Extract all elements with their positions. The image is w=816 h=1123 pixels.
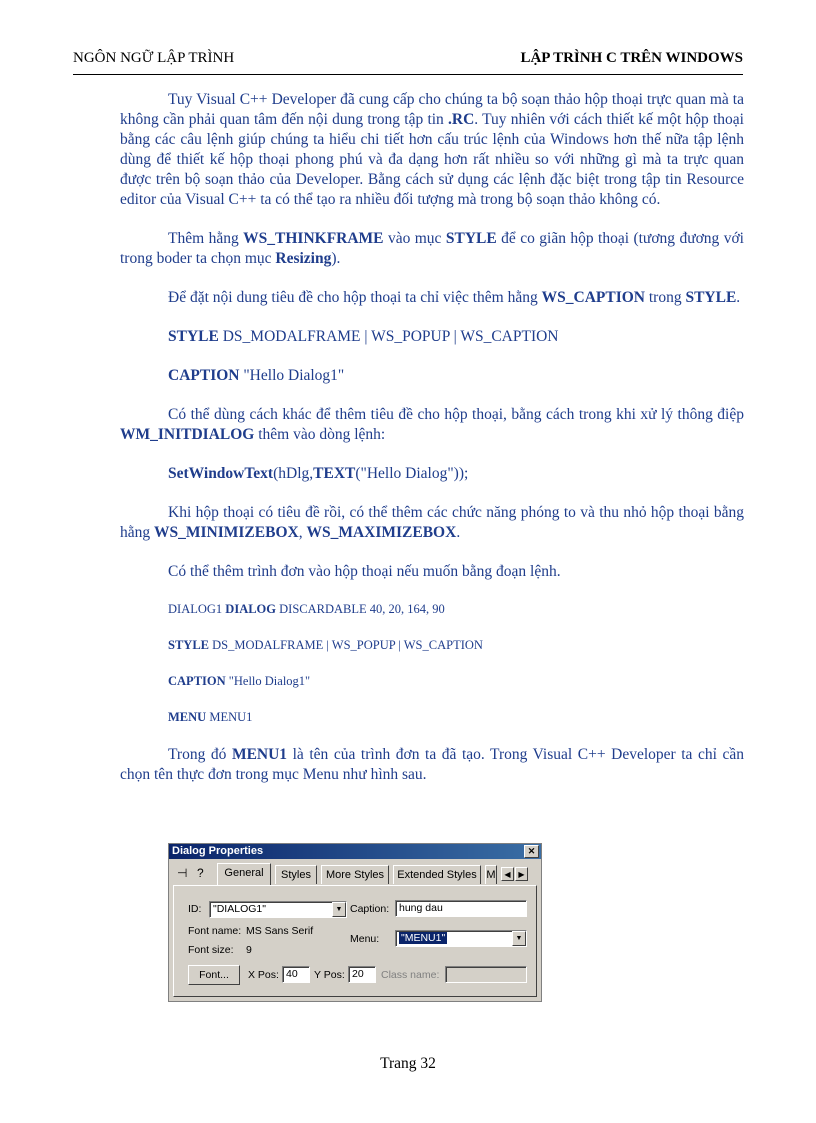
class-name-label: Class name: xyxy=(381,969,440,981)
tab-scroll-left-icon[interactable]: ◀ xyxy=(501,867,514,881)
code-style-line-small: STYLE DS_MODALFRAME | WS_POPUP | WS_CAPTION xyxy=(168,638,483,652)
chevron-down-icon[interactable]: ▼ xyxy=(332,902,346,917)
paragraph-initdialog: Có thể dùng cách khác để thêm tiêu đề cho hộp thoại, bằng cách trong khi xử lý thông điệp WM_INITDIALOG thêm vào dòng lệnh: xyxy=(120,406,744,443)
general-panel xyxy=(173,885,537,997)
font-name-label: Font name: xyxy=(188,925,242,937)
x-pos-input[interactable]: 40 xyxy=(282,966,310,983)
paragraph-thinkframe: Thêm hằng WS_THINKFRAME vào mục STYLE để co giãn hộp thoại (tương đương với trong boder ta chọn mục Resizing). xyxy=(120,230,744,267)
help-icon[interactable]: ? xyxy=(197,866,204,880)
id-value: "DIALOG1" xyxy=(213,903,266,915)
code-style-line: STYLE DS_MODALFRAME | WS_POPUP | WS_CAPTION xyxy=(168,328,559,345)
font-size-value: 9 xyxy=(246,944,252,956)
tab-styles[interactable]: Styles xyxy=(275,865,317,884)
font-button[interactable]: Font... xyxy=(188,965,240,985)
tab-more[interactable]: M xyxy=(485,865,497,884)
caption-input[interactable]: hung dau xyxy=(395,900,527,917)
class-name-input[interactable] xyxy=(445,966,527,983)
id-label: ID: xyxy=(188,903,202,915)
header-divider xyxy=(73,74,743,75)
dialog-title-bar xyxy=(169,844,541,859)
chevron-down-icon[interactable]: ▼ xyxy=(512,931,526,946)
dialog-properties-window xyxy=(168,843,542,1002)
code-caption-line-small: CAPTION "Hello Dialog1" xyxy=(168,674,311,688)
tab-extended-styles[interactable]: Extended Styles xyxy=(393,865,481,884)
pin-icon[interactable]: ⊣ xyxy=(177,866,188,880)
x-pos-label: X Pos: xyxy=(248,969,279,981)
y-pos-label: Y Pos: xyxy=(314,969,345,981)
body-content xyxy=(120,90,744,804)
font-size-label: Font size: xyxy=(188,944,234,956)
header-left: NGÔN NGỮ LẬP TRÌNH xyxy=(73,50,235,66)
paragraph-menu: Có thể thêm trình đơn vào hộp thoại nếu muốn bằng đoạn lệnh. xyxy=(168,563,561,580)
paragraph-minmax: Khi hộp thoại có tiêu đề rồi, có thể thêm các chức năng phóng to và thu nhỏ hộp thoại bằng hằng WS_MINIMIZEBOX, WS_MAXIMIZEBOX. xyxy=(120,504,744,541)
font-name-value: MS Sans Serif xyxy=(246,925,314,937)
paragraph-menu1: Trong đó MENU1 là tên của trình đơn ta đã tạo. Trong Visual C++ Developer ta chỉ cần chọn tên thực đơn trong mục Menu như hình sau. xyxy=(120,746,744,783)
tab-scroll-right-icon[interactable]: ▶ xyxy=(515,867,528,881)
caption-label: Caption: xyxy=(350,903,390,915)
close-icon[interactable]: ✕ xyxy=(524,845,539,858)
menu-combo[interactable] xyxy=(395,930,527,947)
dialog-title: Dialog Properties xyxy=(172,845,264,857)
menu-label: Menu: xyxy=(350,933,380,945)
header-right: LẬP TRÌNH C TRÊN WINDOWS xyxy=(520,50,743,66)
paragraph-intro: Tuy Visual C++ Developer đã cung cấp cho chúng ta bộ soạn thảo hộp thoại trực quan mà ta không cần phải quan tâm đến nội dung trong tập tin .RC. Tuy nhiên với cách thiết kế một hộp thoại bằng các câu lệnh giúp chúng ta hiểu chi tiết hơn cấu trúc lệnh của Windows hơn thế nữa tập lệnh dùng để thiết kế hộp thoại phong phú và đa dạng hơn rất nhiều so với những gì mà ta trực quan được trên bộ soạn thảo của Developer. Bằng cách sử dụng các lệnh đặc biệt trong tập tin Resource editor của Visual C++ ta có thể tạo ra nhiều đối tượng mà trong bộ soạn thảo không có. xyxy=(120,91,744,208)
y-pos-input[interactable]: 20 xyxy=(348,966,376,983)
id-combo[interactable] xyxy=(209,901,347,918)
menu-value: "MENU1" xyxy=(401,932,446,944)
page-number: Trang 32 xyxy=(380,1055,436,1072)
tab-more-styles[interactable]: More Styles xyxy=(321,865,389,884)
code-setwindowtext: SetWindowText(hDlg,TEXT("Hello Dialog")); xyxy=(168,465,469,482)
code-caption-line: CAPTION "Hello Dialog1" xyxy=(168,367,345,384)
tab-general[interactable]: General xyxy=(217,863,271,885)
code-dialog-line: DIALOG1 DIALOG DISCARDABLE 40, 20, 164, 90 xyxy=(168,602,445,616)
code-menu-line: MENU MENU1 xyxy=(168,710,253,724)
paragraph-caption: Để đặt nội dung tiêu đề cho hộp thoại ta chỉ việc thêm hằng WS_CAPTION trong STYLE. xyxy=(168,289,741,306)
